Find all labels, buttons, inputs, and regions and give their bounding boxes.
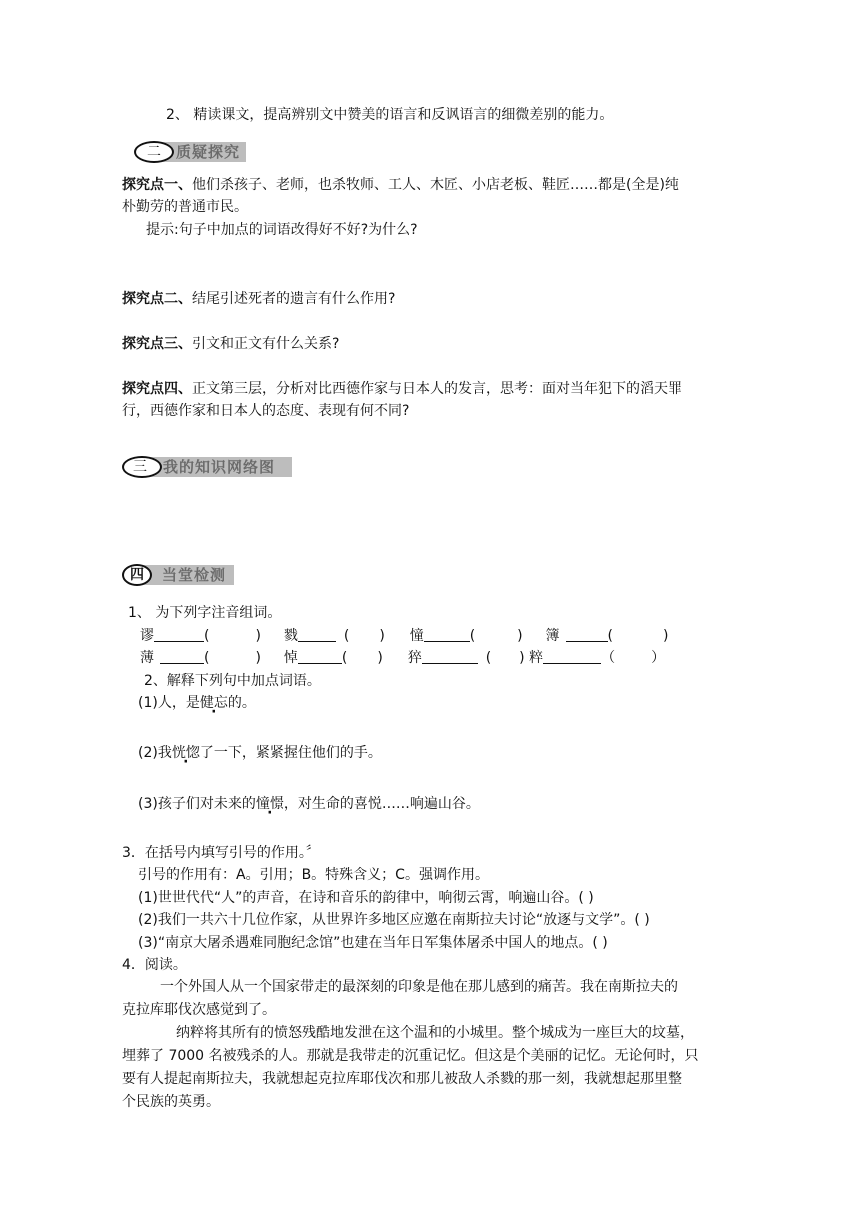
- section-header-inquiry: [134, 141, 246, 165]
- pinyin-item: [140, 628, 261, 644]
- explore-point-3: [122, 334, 339, 354]
- paren-close: ): [519, 650, 525, 666]
- test-question-4: 4．阅读。: [122, 957, 187, 973]
- section-title: 我的知识网络图: [163, 458, 276, 476]
- dotted-word: 憧憬: [255, 796, 284, 812]
- section-title: 质疑探究: [176, 143, 241, 161]
- test-question-1: 1、 为下列字注音组词。: [128, 605, 282, 621]
- q2-sentence-2: [138, 743, 382, 763]
- pinyin-char: 粹: [529, 650, 544, 666]
- explore-point-1: [122, 175, 679, 195]
- pinyin-char: 猝: [407, 650, 422, 666]
- goal-item-2: 2、 精读课文，提高辨别文中赞美的语言和反讽语言的细微差别的能力。: [166, 107, 614, 123]
- answer-blank[interactable]: [154, 627, 204, 642]
- section-header-test: [122, 564, 234, 588]
- pinyin-item: [410, 628, 523, 644]
- pinyin-item: [140, 650, 261, 666]
- explore-point-label: 探究点一、: [122, 177, 192, 193]
- q3-item-3: (3)“南京大屠杀遇难同胞纪念馆”也建在当年日军集体屠杀中国人的地点。( ): [138, 935, 608, 951]
- paren-close: ): [255, 650, 261, 666]
- sentence-text: ，对生命的喜悦……响遍山谷。: [283, 796, 480, 812]
- answer-blank[interactable]: [298, 649, 342, 664]
- reading-para-2-line-3: 要有人提起南斯拉夫，我就想起克拉库耶伐次和那儿被敌人杀戮的那一刻，我就想起那里整: [122, 1071, 682, 1087]
- paren-open: (: [341, 650, 348, 666]
- reading-para-1-line-2: 克拉库耶伐次感觉到了。: [122, 1002, 276, 1018]
- dotted-word: 恍惚: [171, 745, 200, 761]
- paren-close: ): [517, 628, 523, 644]
- paren-open: (: [485, 650, 492, 666]
- answer-blank[interactable]: [422, 649, 478, 664]
- explore-point-1-cont: 朴勤劳的普通市民。: [122, 199, 248, 215]
- paren-close: ): [379, 628, 385, 644]
- sentence-text: 的。: [227, 695, 256, 711]
- explore-point-2: [122, 289, 395, 309]
- section-title: 当堂检测: [162, 566, 227, 584]
- pinyin-char: 悼: [283, 650, 298, 666]
- reading-para-2-line-1: 纳粹将其所有的愤怒残酷地发泄在这个温和的小城里。整个城成为一座巨大的坟墓，: [176, 1025, 694, 1041]
- paren-close: ）: [651, 650, 666, 666]
- pinyin-char: 薄: [140, 650, 154, 666]
- q2-sentence-3: [138, 794, 480, 814]
- paren-open: （: [601, 650, 616, 666]
- explore-point-text: 结尾引述死者的遗言有什么作用?: [192, 291, 396, 307]
- section-header-knowledge-map: [122, 456, 294, 480]
- answer-blank[interactable]: [424, 627, 470, 642]
- paren-open: (: [607, 628, 613, 644]
- paren-open: (: [204, 650, 210, 666]
- explore-point-label: 探究点二、: [122, 291, 192, 307]
- paren-open: (: [204, 628, 210, 644]
- explore-point-text: 他们杀孩子、老师，也杀牧师、工人、木匠、小店老板、鞋匠……都是(全是)纯: [192, 177, 679, 193]
- paren-close: ): [663, 628, 669, 644]
- q3-item-2: (2)我们一共六十几位作家，从世界许多地区应邀在南斯拉夫讨论“放逐与文学”。( ): [138, 912, 650, 928]
- dotted-word: 健忘: [199, 695, 228, 711]
- q2-sentence-1: [138, 693, 256, 713]
- paren-close: ): [255, 628, 261, 644]
- paren-open: (: [343, 628, 350, 644]
- pinyin-char: 憧: [409, 628, 424, 644]
- explore-point-4: [122, 379, 682, 399]
- q3-intro: 引号的作用有：A。引用；B。特殊含义；C。强调作用。: [138, 867, 489, 883]
- pinyin-row-2: [140, 648, 665, 668]
- answer-blank[interactable]: [543, 649, 601, 664]
- section-number: 二: [147, 144, 161, 160]
- reading-para-2-line-2: 埋葬了 7000 名被残杀的人。那就是我带走的沉重记忆。但这是个美丽的记忆。无论何时，只: [122, 1048, 699, 1064]
- test-question-2: 2、解释下列句中加点词语。: [144, 673, 321, 689]
- sentence-text: 了一下，紧紧握住他们的手。: [199, 745, 382, 761]
- sentence-text: (3)孩子们对未来的: [138, 796, 256, 812]
- sentence-text: (2)我: [138, 745, 172, 761]
- reading-para-1-line-1: 一个外国人从一个国家带走的最深刻的印象是他在那儿感到的痛苦。我在南斯拉夫的: [160, 979, 678, 995]
- answer-blank[interactable]: [298, 627, 336, 642]
- explore-point-label: 探究点四、: [122, 381, 192, 397]
- section-number: 四: [130, 567, 144, 583]
- explore-point-label: 探究点三、: [122, 336, 192, 352]
- pinyin-char: 谬: [140, 628, 154, 644]
- sentence-text: (1)人，是: [138, 695, 200, 711]
- paren-close: ): [377, 650, 383, 666]
- answer-blank[interactable]: [566, 627, 608, 642]
- pinyin-char: 戮: [283, 628, 298, 644]
- explore-point-text: 正文第三层，分析对比西德作家与日本人的发言，思考：面对当年犯下的滔天罪: [192, 381, 682, 397]
- explore-hint: 提示:句子中加点的词语改得好不好?为什么?: [146, 222, 418, 238]
- pinyin-item: [529, 650, 665, 666]
- pinyin-row-1: [140, 626, 668, 646]
- test-question-3: 3．在括号内填写引号的作用。〞: [122, 845, 320, 861]
- reading-para-2-line-4: 个民族的英勇。: [122, 1094, 220, 1110]
- explore-point-4-cont: 行，西德作家和日本人的态度、表现有何不同?: [122, 403, 410, 419]
- pinyin-item: [408, 650, 525, 666]
- explore-point-text: 引文和正文有什么关系?: [192, 336, 340, 352]
- section-number: 三: [133, 459, 147, 475]
- pinyin-item: [546, 628, 669, 644]
- pinyin-item: [284, 650, 383, 666]
- answer-blank[interactable]: [160, 649, 204, 664]
- pinyin-item: [284, 628, 385, 644]
- paren-open: (: [469, 628, 476, 644]
- pinyin-char: 簿: [545, 628, 560, 644]
- q3-item-1: (1)世世代代“人”的声音，在诗和音乐的韵律中，响彻云霄，响遍山谷。( ): [138, 890, 594, 906]
